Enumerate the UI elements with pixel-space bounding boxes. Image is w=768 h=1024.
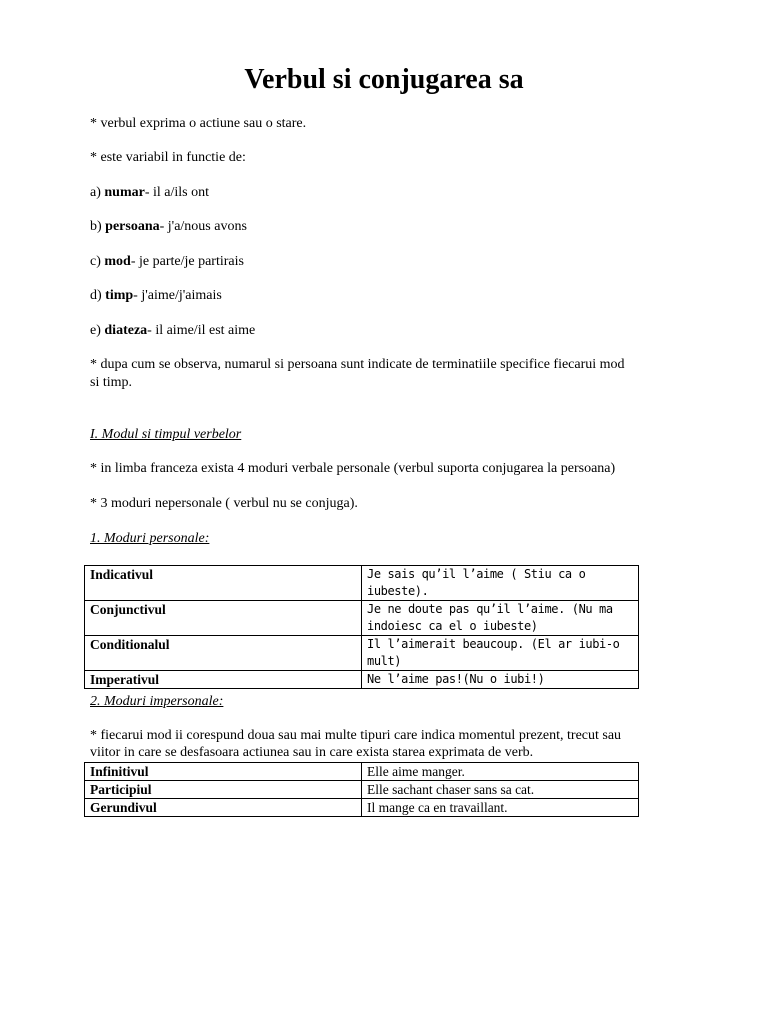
- mode-example: Elle sachant chaser sans sa cat.: [362, 781, 639, 799]
- mode-example: Elle aime manger.: [362, 763, 639, 781]
- mode-name: Infinitivul: [85, 763, 362, 781]
- mode-example-line: Je ne doute pas qu’il l’aime. (Nu ma: [367, 602, 613, 616]
- category-prefix: e): [90, 323, 105, 338]
- category-example: - il aime/il est aime: [147, 323, 256, 338]
- category-timp: [90, 287, 680, 304]
- table-row: [85, 781, 639, 799]
- section-line-2: * 3 moduri nepersonale ( verbul nu se conjuga).: [90, 496, 358, 511]
- category-mod: [90, 253, 680, 270]
- category-term: diateza: [104, 323, 148, 338]
- impersonal-heading: [90, 693, 680, 710]
- category-numar: [90, 184, 680, 201]
- section-line-1: * in limba franceza exista 4 moduri verbale personale (verbul suporta conjugarea la persoana): [90, 461, 616, 476]
- mode-name: Indicativul: [85, 566, 362, 601]
- category-example: - j'a/nous avons: [159, 219, 247, 234]
- impersonal-line-1: * fiecarui mod ii corespund doua sau mai multe tipuri care indica momentul prezent, trecut sau: [90, 728, 622, 743]
- category-example: - je parte/je partirais: [130, 254, 244, 269]
- category-diateza: [90, 322, 680, 339]
- mode-name: Gerundivul: [85, 799, 362, 817]
- observation-line-1: * dupa cum se observa, numarul si persoana sunt indicate de terminatiile specifice fiecarui mod: [90, 357, 625, 372]
- mode-name: Conjunctivul: [85, 601, 362, 636]
- section-heading: [90, 426, 680, 443]
- mode-example: Ne l’aime pas!(Nu o iubi!): [362, 671, 639, 689]
- mode-example: [362, 601, 639, 636]
- mode-example: Il l’aimerait beaucoup. (El ar iubi-o mult): [362, 636, 639, 671]
- table-row: [85, 763, 639, 781]
- section-heading-text: I. Modul si timpul verbelor: [90, 427, 242, 442]
- category-prefix: a): [90, 185, 105, 200]
- table-row: [85, 566, 639, 601]
- page-title: Verbul si conjugarea sa: [244, 64, 524, 95]
- personal-heading: [90, 530, 680, 547]
- table-row: [85, 636, 639, 671]
- mode-example-line: indoiesc ca el o iubeste): [367, 619, 538, 633]
- category-prefix: d): [90, 288, 106, 303]
- intro-line-2: * este variabil in functie de:: [90, 150, 246, 165]
- table-row: [85, 601, 639, 636]
- category-prefix: b): [90, 219, 106, 234]
- mode-name: Conditionalul: [85, 636, 362, 671]
- personal-heading-text: 1. Moduri personale:: [90, 531, 210, 546]
- category-term: timp: [105, 288, 134, 303]
- category-example: - j'aime/j'aimais: [133, 288, 222, 303]
- table-row: [85, 799, 639, 817]
- table-row: [85, 671, 639, 689]
- category-term: numar: [104, 185, 145, 200]
- category-prefix: c): [90, 254, 105, 269]
- mode-example: Je sais qu’il l’aime ( Stiu ca o iubeste).: [362, 566, 639, 601]
- personal-modes-table: [84, 565, 639, 689]
- category-term: persoana: [105, 219, 160, 234]
- mode-example: Il mange ca en travaillant.: [362, 799, 639, 817]
- impersonal-line-2: viitor in care se desfasoara actiunea sau in care exista starea exprimata de verb.: [90, 745, 534, 760]
- impersonal-heading-text: 2. Moduri impersonale:: [90, 694, 224, 709]
- category-example: - il a/ils ont: [144, 185, 210, 200]
- impersonal-modes-table: [84, 762, 639, 817]
- category-term: mod: [104, 254, 131, 269]
- category-persoana: [90, 218, 680, 235]
- intro-line-1: * verbul exprima o actiune sau o stare.: [90, 116, 307, 131]
- observation-line-2: si timp.: [90, 375, 133, 390]
- mode-name: Imperativul: [85, 671, 362, 689]
- mode-name: Participiul: [85, 781, 362, 799]
